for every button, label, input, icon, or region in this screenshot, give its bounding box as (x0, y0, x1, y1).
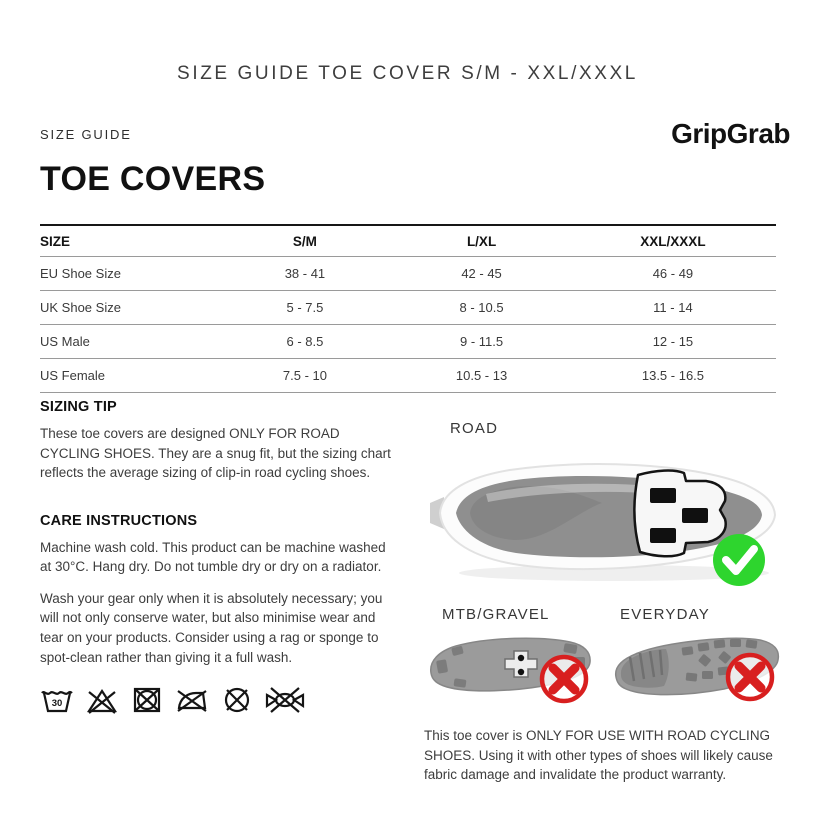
care-text-1: Machine wash cold. This product can be machine washed at 30°C. Hang dry. Do not tumble dry or dry on a radiator. (40, 539, 386, 575)
col-lxl: L/XL (466, 234, 497, 249)
svg-text:30: 30 (51, 698, 63, 710)
cell: 7.5 - 10 (282, 368, 327, 383)
do-not-iron-icon (175, 683, 209, 717)
table-row (40, 257, 776, 291)
size-table (40, 224, 776, 393)
cell: 8 - 10.5 (459, 300, 504, 315)
everyday-label: EVERYDAY (620, 606, 710, 623)
right-column (424, 420, 796, 785)
table-row (40, 325, 776, 359)
cell: 42 - 45 (461, 266, 502, 281)
sizing-tip-text: These toe covers are designed ONLY FOR ROAD CYCLING SHOES. They are a snug fit, but the sizing chart reflects the average sizing of clip-in road cycling shoes. (40, 426, 391, 481)
cell: 5 - 7.5 (286, 300, 324, 315)
section-heading: TOE COVERS (40, 160, 266, 198)
mtb-shoe-image (424, 627, 598, 707)
cross-icon (542, 657, 586, 701)
cross-icon (728, 655, 772, 699)
mtb-label: MTB/GRAVEL (442, 606, 550, 623)
cell: 12 - 15 (652, 334, 694, 349)
col-size: SIZE (40, 234, 71, 249)
gripgrab-logo: GripGrab (671, 118, 790, 149)
left-column (40, 399, 400, 717)
table-row (40, 359, 776, 393)
care-icons-row (40, 683, 400, 717)
size-table-header (40, 225, 776, 257)
do-not-wring-icon (265, 683, 305, 717)
road-shoe-image (424, 439, 788, 589)
row-label: US Female (40, 368, 106, 383)
compatibility-note: This toe cover is ONLY FOR USE WITH ROAD CYCLING SHOES. Using it with other types of shoes will likely cause fabric damage and invalidate the product warranty. (424, 728, 773, 783)
cell: 38 - 41 (284, 266, 326, 281)
road-label: ROAD (450, 420, 499, 437)
table-row (40, 291, 776, 325)
everyday-block (610, 606, 796, 712)
cell: 11 - 14 (653, 300, 693, 315)
check-icon (713, 534, 765, 586)
row-label: EU Shoe Size (40, 266, 121, 281)
incompatible-shoes-row (424, 606, 796, 712)
do-not-dry-clean-icon (220, 683, 254, 717)
everyday-shoe-image (610, 627, 784, 707)
row-label: UK Shoe Size (40, 300, 121, 315)
cell: 46 - 49 (652, 266, 694, 281)
wash-30-icon (40, 683, 74, 717)
cell: 13.5 - 16.5 (641, 368, 705, 383)
page-title: SIZE GUIDE TOE COVER S/M - XXL/XXXL (177, 63, 638, 84)
row-label: US Male (40, 334, 90, 349)
cell: 10.5 - 13 (455, 368, 508, 383)
do-not-bleach-icon (85, 683, 119, 717)
do-not-tumble-dry-icon (130, 683, 164, 717)
sizing-tip-heading: SIZING TIP (40, 399, 117, 415)
cell: 6 - 8.5 (286, 334, 324, 349)
col-xxl: XXL/XXXL (640, 234, 706, 249)
care-instructions-heading: CARE INSTRUCTIONS (40, 512, 198, 529)
col-sm: S/M (292, 234, 317, 249)
mtb-block (424, 606, 610, 712)
care-text-2: Wash your gear only when it is absolutely necessary; you will not only conserve water, but also minimise wear and tear on your products. Consider using a rag or sponge to spot-clean rather than giving it a full wash. (40, 590, 383, 665)
size-guide-label: SIZE GUIDE (40, 127, 132, 142)
cell: 9 - 11.5 (460, 334, 504, 349)
